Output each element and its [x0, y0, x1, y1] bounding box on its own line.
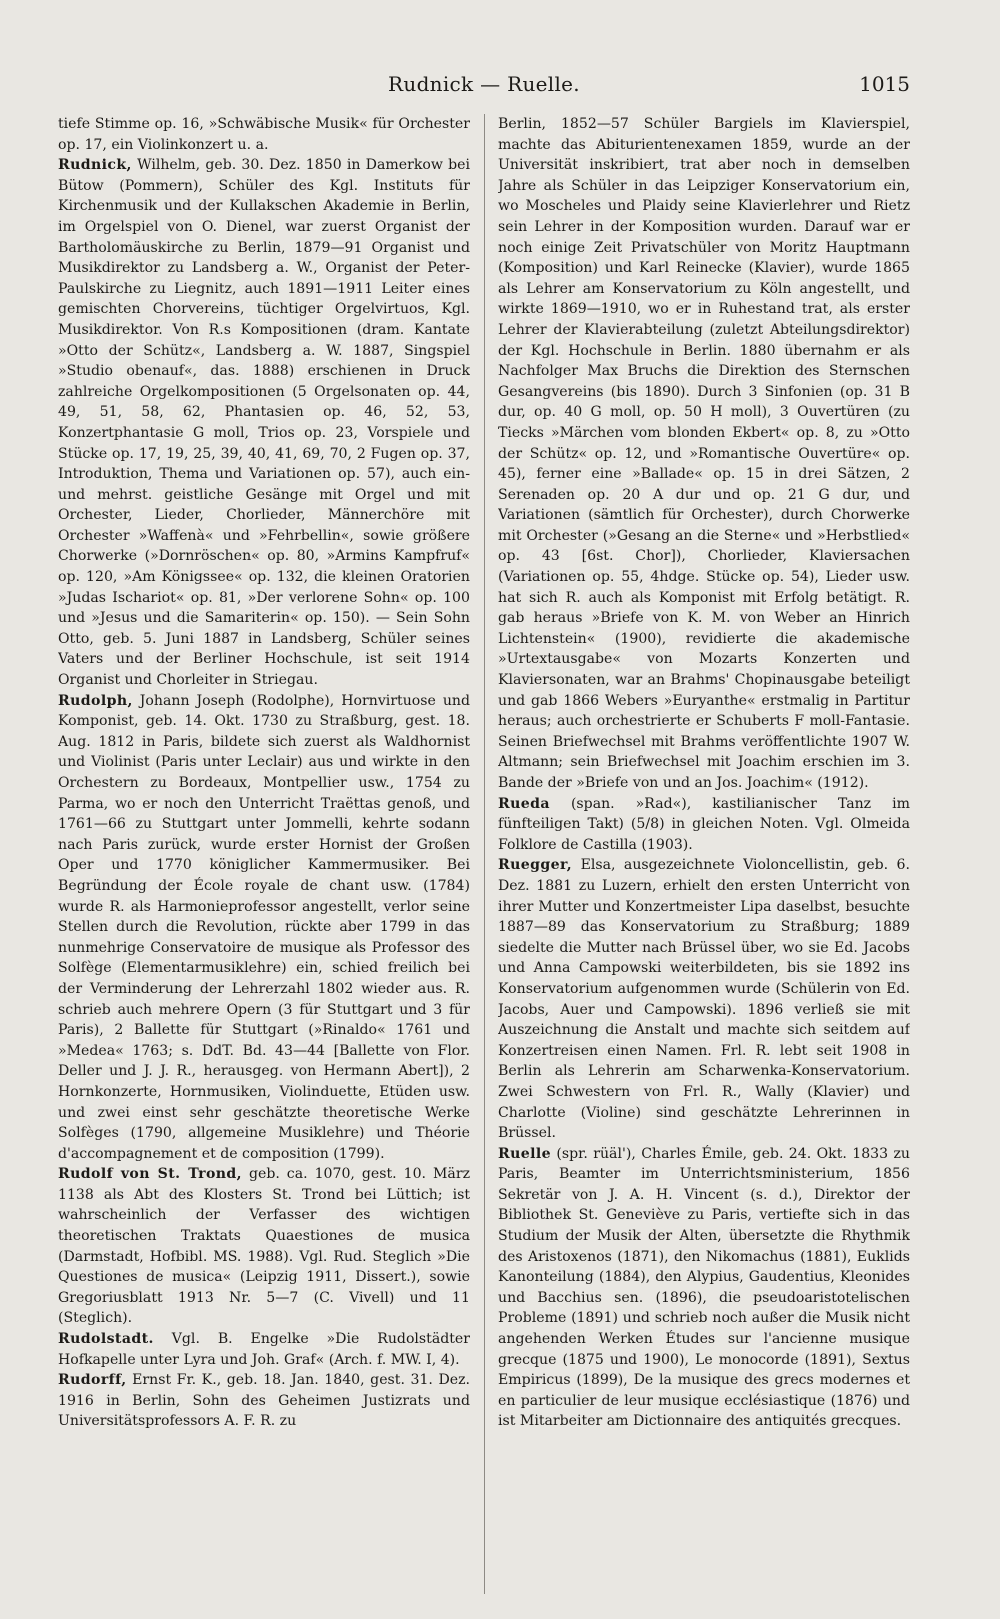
column-divider: [484, 114, 485, 1594]
entry-rudorff: [58, 1370, 470, 1432]
entry-text: (spr. rüäl'), Charles Émile, geb. 24. Okt. 1833 zu Paris, Beamter im Unterrichtsministerium, 1856 Sekretär von J. A. H. Vincent (s. d.), Direktor der Bibliothek St. Geneviève zu Paris, vertiefte sich in das Studium der Musik der Alten, übersetzte die Rhythmik des Aristoxenos (1871), den Nikomachus (1881), Euklids Kanonteilung (1884), den Alypius, Gaudentius, Kleonides und Bacchius sen. (1896), die pseudoaristotelischen Probleme (1891) und schrieb noch außer die Musik nicht angehenden Werken Études sur l'ancienne musique grecque (1875 und 1900), Le monocorde (1891), Sextus Empiricus (1899), De la musique des grecs modernes et en particulier de leur musique ecclésiastique (1876) und ist Mitarbeiter am Dictionnaire des antiquités grecques.: [498, 1145, 910, 1430]
entry-rudolstadt: [58, 1329, 470, 1370]
right-column: [498, 114, 910, 1594]
entry-headword: Ruegger,: [498, 857, 573, 874]
entry-continuation: [498, 114, 910, 794]
entry-headword: Rudnick,: [58, 157, 132, 174]
entry-ruelle: [498, 1144, 910, 1432]
page-number: 1015: [859, 72, 910, 96]
entry-text: Johann Joseph (Rodolphe), Hornvirtuose und Komponist, geb. 14. Okt. 1730 zu Straßburg, gest. 18. Aug. 1812 in Paris, bildete sich zuerst als Waldhornist und Violinist (Paris unter Leclair) aus und wirkte in den Orchestern zu Bordeaux, Montpellier usw., 1754 zu Parma, wo er noch den Unterricht Traëttas genoß, und 1761—66 zu Stuttgart unter Jommelli, kehrte sodann nach Paris zurück, wurde erster Hornist der Großen Oper und 1770 königlicher Kammermusiker. Bei Begründung der École royale de chant usw. (1784) wurde R. als Harmonieprofessor angestellt, verlor seine Stellen durch die Revolution, rückte aber 1799 in das nunmehrige Conservatoire de musique als Professor des Solfège (Elementarmusiklehre) ein, schied freilich bei der Verminderung der Lehrerzahl 1802 wieder aus. R. schrieb auch mehrere Opern (3 für Stuttgart und 3 für Paris), 2 Ballette für Stuttgart (»Rinaldo« 1761 und »Medea« 1763; s. DdT. Bd. 43—44 [Ballette von Flor. Deller und J. J. R., herausgeg. von Hermann Abert]), 2 Hornkonzerte, Hornmusiken, Violinduette, Etüden usw. und zwei einst sehr geschätzte theoretische Werke Solfèges (1790, allgemeine Musiklehre) und Théorie d'accompagnement et de composition (1799).: [58, 692, 470, 1162]
entry-rudolf-von-st-trond: [58, 1164, 470, 1329]
text-columns: [58, 114, 910, 1594]
running-title: Rudnick — Ruelle.: [388, 72, 580, 96]
entry-headword: Rudorff,: [58, 1372, 127, 1389]
entry-text: (span. »Rad«), kastilianischer Tanz im fünfteiligen Takt) (5/8) in gleichen Noten. Vgl. Olmeida Folklore de Castilla (1903).: [498, 795, 910, 853]
entry-text: Ernst Fr. K., geb. 18. Jan. 1840, gest. 31. Dez. 1916 in Berlin, Sohn des Geheimen Justizrats und Universitätsprofessors A. F. R. zu: [58, 1372, 470, 1430]
entry-headword: Rudolph,: [58, 692, 133, 709]
entry-text: Wilhelm, geb. 30. Dez. 1850 in Damerkow bei Bütow (Pommern), Schüler des Kgl. Instituts für Kirchenmusik und der Kullakschen Akademie in Berlin, im Orgelspiel von O. Dienel, war zuerst Organist der Bartholomäuskirche zu Berlin, 1879—91 Organist und Musikdirektor zu Landsberg a. W., Organist der Peter-Paulskirche zu Liegnitz, auch 1891—1911 Leiter eines gemischten Chorvereins, tüchtiger Orgelvirtuos, Kgl. Musikdirektor. Von R.s Kompositionen (dram. Kantate »Otto der Schütz«, Landsberg a. W. 1887, Singspiel »Studio obenauf«, das. 1888) erschienen in Druck zahlreiche Orgelkompositionen (5 Orgelsonaten op. 44, 49, 51, 58, 62, Phantasien op. 46, 52, 53, Konzertphantasie G moll, Trios op. 23, Vorspiele und Stücke op. 17, 19, 25, 39, 40, 41, 69, 70, 2 Fugen op. 37, Introduktion, Thema und Variationen op. 57), auch ein- und mehrst. geistliche Gesänge mit Orgel und mit Orchester, Lieder, Chorlieder, Männerchöre mit Orchester »Waffenà« und »Fehrbellin«, sowie größere Chorwerke (»Dornröschen« op. 80, »Armins Kampfruf« op. 120, »Am Königssee« op. 132, die kleinen Oratorien »Judas Ischariot« op. 81, »Der verlorene Sohn« op. 100 und »Jesus und die Samariterin« op. 150). — Sein Sohn Otto, geb. 5. Juni 1887 in Landsberg, Schüler seines Vaters und der Berliner Hochschule, ist seit 1914 Organist und Chorleiter in Striegau.: [58, 157, 470, 689]
entry-rudolph: [58, 691, 470, 1165]
entry-continuation: [58, 114, 470, 155]
entry-rudnick: [58, 155, 470, 690]
entry-headword: Rudolf von St. Trond,: [58, 1166, 242, 1183]
page-header: [58, 72, 910, 102]
entry-headword: Ruelle: [498, 1145, 552, 1162]
entry-text: Berlin, 1852—57 Schüler Bargiels im Klavierspiel, machte das Abiturientenexamen 1859, wurde an der Universität inskribiert, trat aber noch in demselben Jahre als Schüler in das Leipziger Konservatorium ein, wo Moscheles und Plaidy seine Klavierlehrer und Rietz sein Lehrer in der Komposition wurden. Darauf war er noch einige Zeit Privatschüler von Moritz Hauptmann (Komposition) und Karl Reinecke (Klavier), wurde 1865 als Lehrer am Konservatorium zu Köln angestellt, und wirkte 1869—1910, wo er in Ruhestand trat, als erster Lehrer der Klavierabteilung (zuletzt Abteilungsdirektor) der Kgl. Hochschule in Berlin. 1880 übernahm er als Nachfolger Max Bruchs die Direktion des Sternschen Gesangvereins (bis 1890). Durch 3 Sinfonien (op. 31 B dur, op. 40 G moll, op. 50 H moll), 3 Ouvertüren (zu Tiecks »Märchen vom blonden Ekbert« op. 8, zu »Otto der Schütz« op. 12, und »Romantische Ouvertüre« op. 45), ferner eine »Ballade« op. 15 in drei Sätzen, 2 Serenaden op. 20 A dur und op. 21 G dur, und Variationen (sämtlich für Orchester), durch Chorwerke mit Orchester (»Gesang an die Sterne« und »Herbstlied« op. 43 [6st. Chor]), Chorlieder, Klaviersachen (Variationen op. 55, 4hdge. Stücke op. 54), Lieder usw. hat sich R. auch als Komponist mit Erfolg betätigt. R. gab heraus »Briefe von K. M. von Weber an Hinrich Lichtenstein« (1900), revidierte die akademische »Urtextausgabe« von Mozarts Konzerten und Klaviersonaten, war an Brahms' Chopinausgabe beteiligt und gab 1866 Webers »Euryanthe« erstmalig in Partitur heraus; auch orchestrierte er Schuberts F moll-Fantasie. Seinen Briefwechsel mit Brahms veröffentlichte 1907 W. Altmann; sein Briefwechsel mit Joachim erschien im 3. Bande der »Briefe von und an Jos. Joachim« (1912).: [498, 116, 910, 791]
entry-text: Vgl. B. Engelke »Die Rudolstädter Hofkapelle unter Lyra und Joh. Graf« (Arch. f. MW. I, 4).: [58, 1331, 470, 1368]
entry-text: geb. ca. 1070, gest. 10. März 1138 als Abt des Klosters St. Trond bei Lüttich; ist wahrscheinlich der Verfasser des wichtigen theoretischen Traktats Quaestiones de musica (Darmstadt, Hofbibl. MS. 1988). Vgl. Rud. Steglich »Die Questiones de musica« (Leipzig 1911, Dissert.), sowie Gregoriusblatt 1913 Nr. 5—7 (C. Vivell) und 11 (Steglich).: [58, 1166, 470, 1327]
entry-text: tiefe Stimme op. 16, »Schwäbische Musik« für Orchester op. 17, ein Violinkonzert u. a.: [58, 116, 470, 153]
entry-ruegger: [498, 855, 910, 1143]
entry-rueda: [498, 794, 910, 856]
left-column: [58, 114, 470, 1594]
entry-headword: Rueda: [498, 795, 550, 812]
entry-headword: Rudolstadt.: [58, 1331, 154, 1348]
entry-text: Elsa, ausgezeichnete Violoncellistin, geb. 6. Dez. 1881 zu Luzern, erhielt den ersten Unterricht von ihrer Mutter und Konzertmeister Lipa daselbst, besuchte 1887—89 das Konservatorium zu Straßburg; 1889 siedelte die Mutter nach Brüssel über, wo sie Ed. Jacobs und Anna Campowski weiterbildeten, bis sie 1892 ins Konservatorium aufgenommen wurde (Schülerin von Ed. Jacobs, Auer und Campowski). 1896 verließ sie mit Auszeichnung die Anstalt und machte sich seitdem auf Konzertreisen einen Namen. Frl. R. lebt seit 1908 in Berlin als Lehrerin am Scharwenka-Konservatorium. Zwei Schwestern von Frl. R., Wally (Klavier) und Charlotte (Violine) sind geschätzte Lehrerinnen in Brüssel.: [498, 857, 910, 1142]
